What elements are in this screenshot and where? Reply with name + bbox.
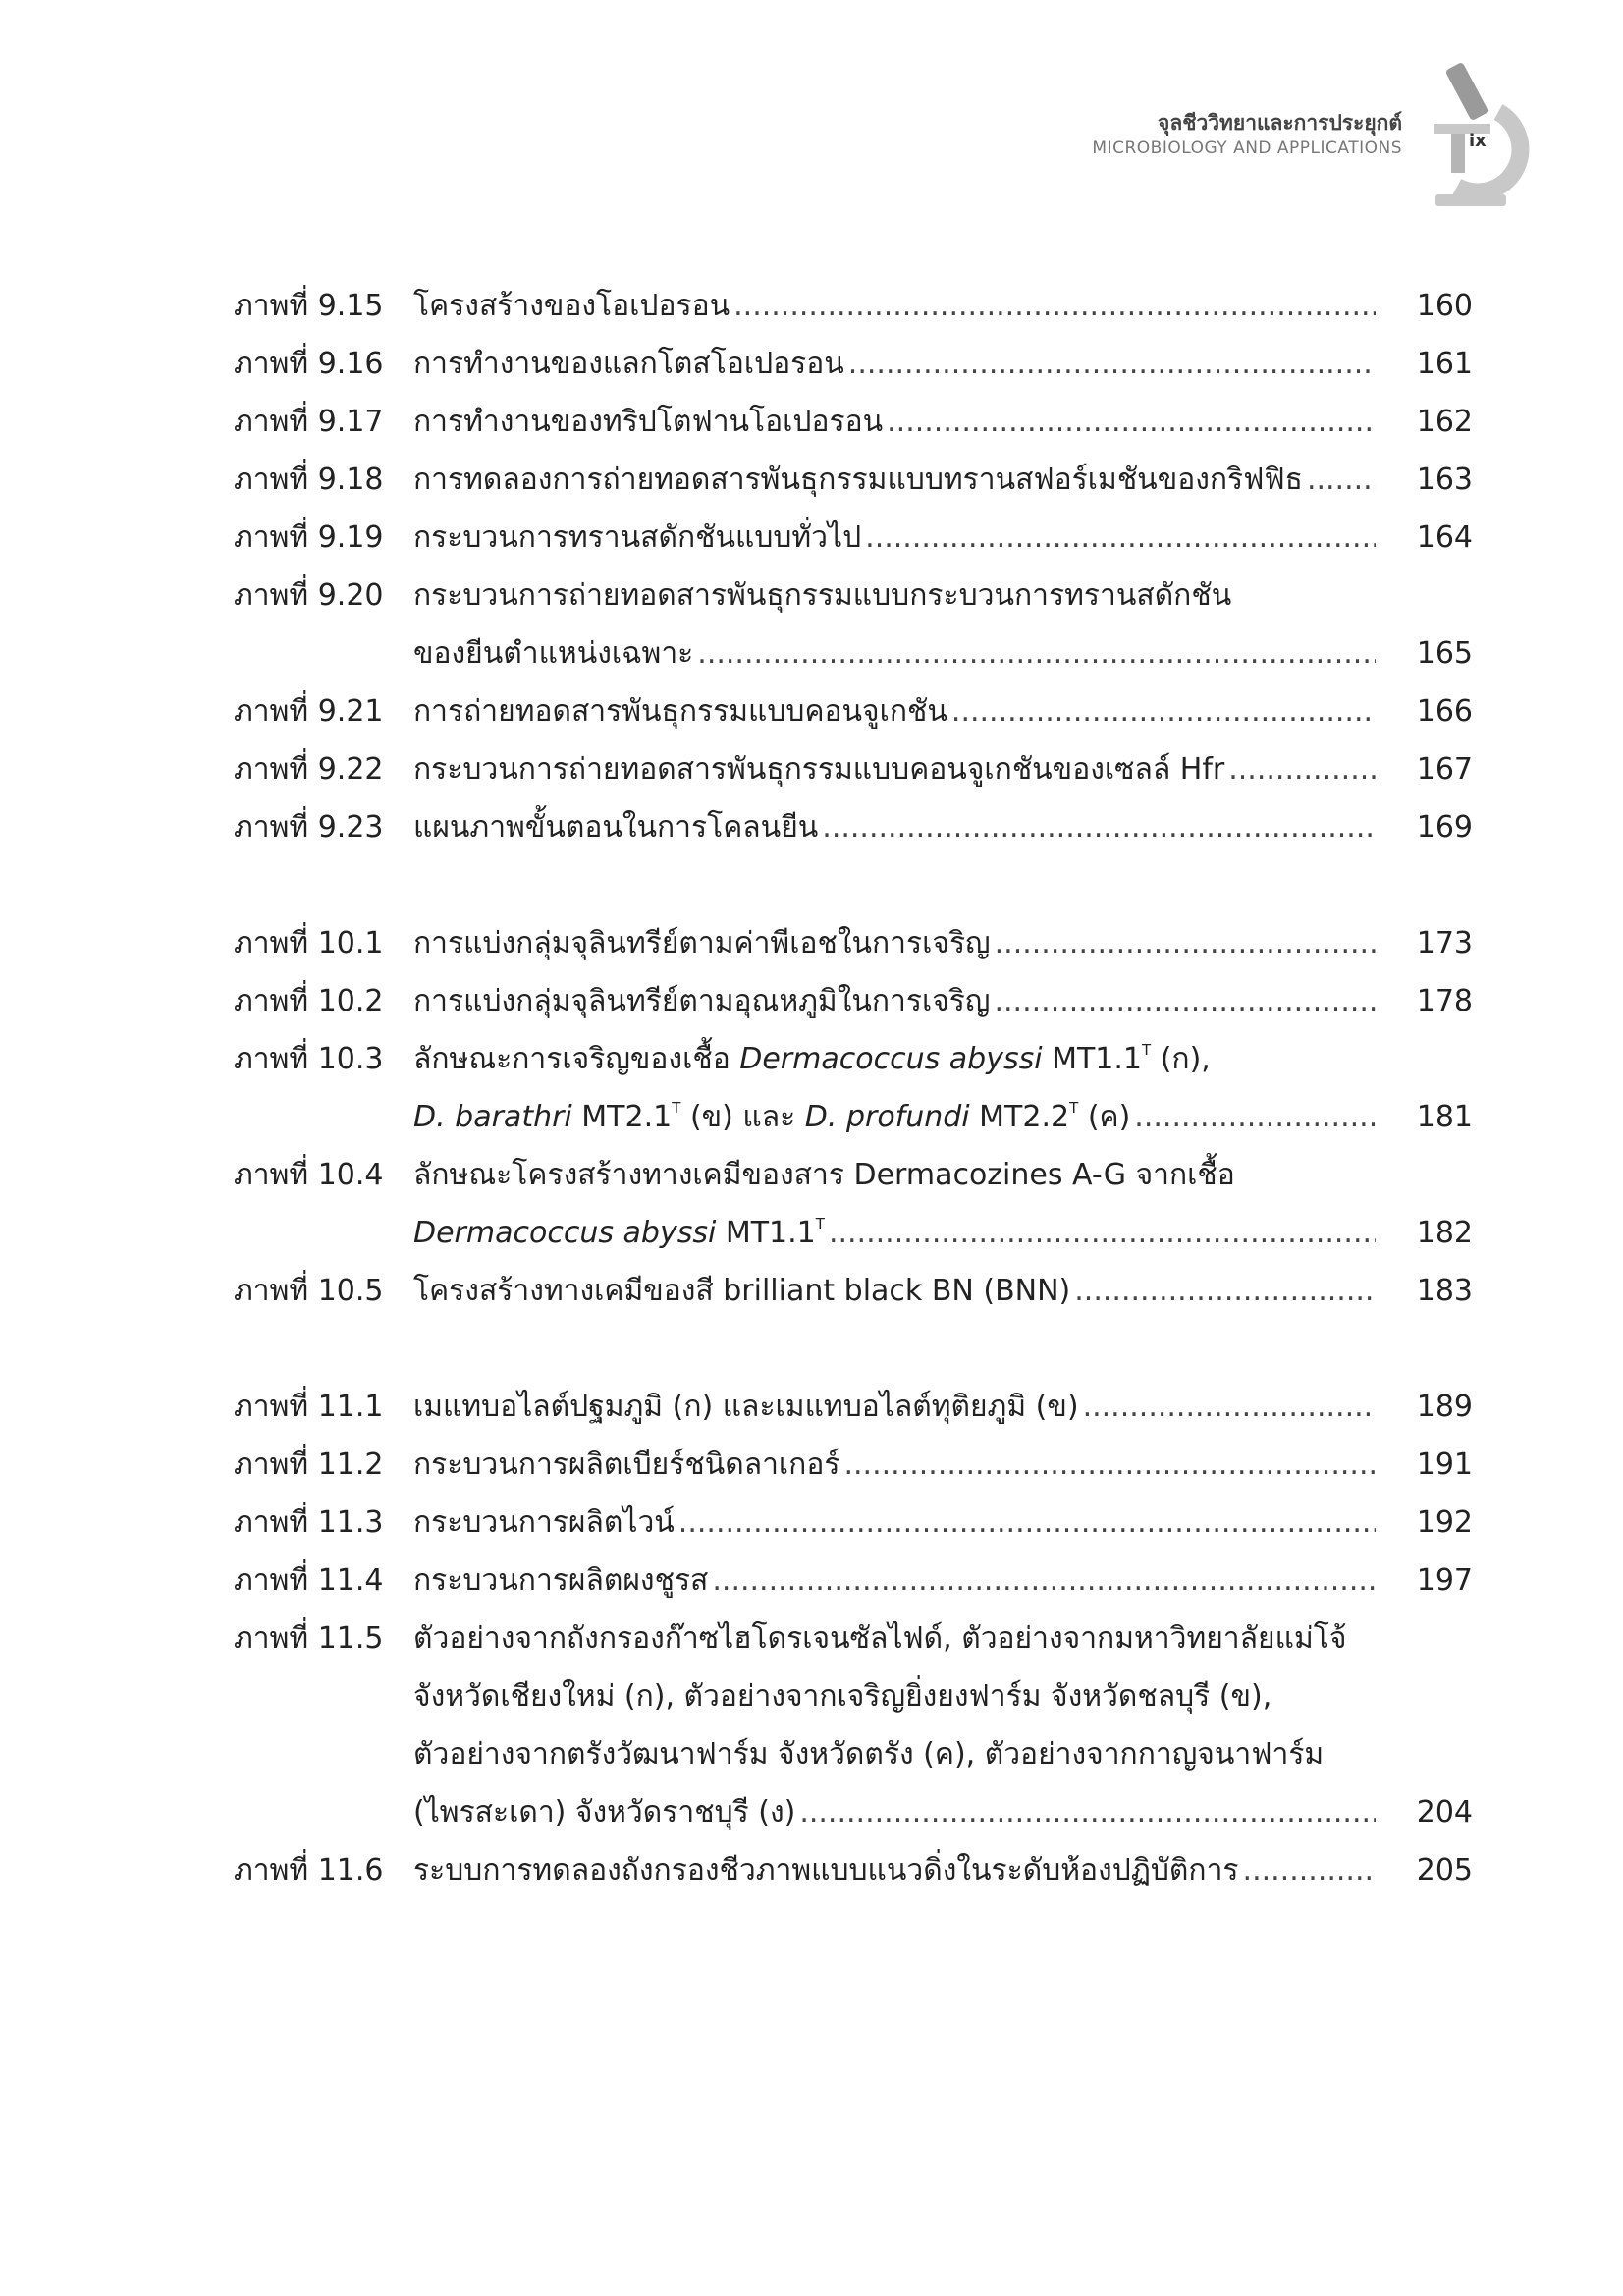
figure-label: ภาพที่ 10.4	[234, 1158, 384, 1192]
dot-leader	[693, 625, 1376, 683]
figure-title-line	[413, 798, 1376, 856]
text-segment: MT1.1	[716, 1216, 816, 1250]
italic-text: D. barathri	[413, 1100, 572, 1134]
superscript-text: T	[1142, 1041, 1152, 1059]
figure-title-text	[413, 1204, 825, 1262]
figure-title-text	[413, 1088, 1130, 1146]
figure-title-text: การแบ่งกลุ่มจุลินทรีย์ตามอุณหภูมิในการเจริญ	[413, 984, 991, 1018]
dot-leader	[839, 1436, 1376, 1494]
figure-label: ภาพที่ 9.17	[234, 405, 384, 439]
toc-entry	[234, 1030, 1473, 1146]
figure-title-line	[413, 914, 1376, 972]
toc-entry	[234, 1436, 1473, 1494]
toc-entry	[234, 1262, 1473, 1320]
page-reference: 164	[1416, 520, 1473, 555]
figure-label: ภาพที่ 11.1	[234, 1390, 384, 1424]
figure-label: ภาพที่ 10.1	[234, 926, 384, 960]
figure-title	[413, 277, 1376, 335]
page-reference: 192	[1416, 1505, 1473, 1540]
figure-title-line	[413, 1610, 1376, 1667]
figure-label: ภาพที่ 11.6	[234, 1853, 384, 1887]
toc-entry	[234, 683, 1473, 740]
figure-title-line	[413, 277, 1376, 335]
figure-title-text: กระบวนการผลิตเบียร์ชนิดลาเกอร์	[413, 1448, 840, 1482]
figure-title-line	[413, 1725, 1376, 1783]
figure-title	[413, 1494, 1376, 1552]
page-reference: 165	[1416, 636, 1473, 671]
figure-title	[413, 914, 1376, 972]
figure-title-line	[413, 1783, 1376, 1841]
page-reference: 161	[1416, 347, 1473, 381]
text-segment: (ข) และ	[680, 1100, 805, 1134]
figure-label: ภาพที่ 11.4	[234, 1563, 384, 1598]
page-reference: 197	[1416, 1563, 1473, 1598]
figure-title	[413, 509, 1376, 567]
figure-title-text: แผนภาพขั้นตอนในการโคลนยีน	[413, 810, 819, 845]
figure-title-text: กระบวนการทรานสดักชันแบบทั่วไป	[413, 520, 862, 555]
dot-leader	[1130, 1088, 1376, 1146]
page-reference: 162	[1416, 405, 1473, 439]
toc-entry	[234, 335, 1473, 393]
italic-text: Dermacoccus abyssi	[739, 1042, 1043, 1076]
figure-label: ภาพที่ 9.21	[234, 694, 384, 729]
text-segment: MT2.2	[969, 1100, 1070, 1134]
figure-title-line	[413, 1841, 1376, 1899]
dot-leader	[675, 1494, 1376, 1552]
figure-label: ภาพที่ 10.2	[234, 984, 384, 1018]
figure-title-text: การทดลองการถ่ายทอดสารพันธุกรรมแบบทรานสฟอร์เมชันของกริฟฟิธ	[413, 463, 1303, 497]
figure-title-line	[413, 451, 1376, 509]
dot-leader	[1239, 1841, 1376, 1899]
page-reference: 205	[1416, 1853, 1473, 1887]
figure-title-line	[413, 1088, 1376, 1146]
figure-title	[413, 393, 1376, 451]
figure-label: ภาพที่ 10.5	[234, 1274, 384, 1308]
figure-title	[413, 1552, 1376, 1610]
toc-entry	[234, 972, 1473, 1030]
toc-entry	[234, 1841, 1473, 1899]
dot-leader	[1079, 1378, 1376, 1436]
figure-title-text: ของยีนตำแหน่งเฉพาะ	[413, 636, 694, 671]
figure-title	[413, 798, 1376, 856]
dot-leader	[708, 1552, 1376, 1610]
dot-leader	[844, 335, 1376, 393]
page-reference: 173	[1416, 926, 1473, 960]
toc-entry	[234, 1610, 1473, 1841]
figure-label: ภาพที่ 9.16	[234, 347, 384, 381]
figure-title-text	[413, 1030, 1211, 1088]
figure-title	[413, 1262, 1376, 1320]
text-segment: (ก),	[1151, 1042, 1211, 1076]
toc-entry	[234, 1378, 1473, 1436]
figure-title-line	[413, 625, 1376, 683]
dot-leader	[1070, 1262, 1376, 1320]
figure-title-text: กระบวนการถ่ายทอดสารพันธุกรรมแบบคอนจูเกชันของเซลล์ Hfr	[413, 752, 1225, 787]
dot-leader	[825, 1204, 1376, 1262]
superscript-text: T	[815, 1215, 825, 1232]
toc-entry	[234, 509, 1473, 567]
figure-title	[413, 1030, 1376, 1146]
figure-title-text: การถ่ายทอดสารพันธุกรรมแบบคอนจูเกชัน	[413, 694, 947, 729]
figure-title	[413, 567, 1376, 683]
toc-entry	[234, 914, 1473, 972]
figure-title-text: โครงสร้างทางเคมีของสี brilliant black BN (BNN)	[413, 1274, 1071, 1308]
dot-leader	[883, 393, 1376, 451]
toc-entry	[234, 1494, 1473, 1552]
running-header	[1092, 108, 1402, 159]
toc-entry	[234, 567, 1473, 683]
figure-title-text: กระบวนการผลิตผงชูรส	[413, 1563, 709, 1598]
dot-leader	[947, 683, 1376, 740]
toc-entry	[234, 798, 1473, 856]
dot-leader	[861, 509, 1376, 567]
dot-leader	[795, 1783, 1376, 1841]
figure-title-text: กระบวนการผลิตไวน์	[413, 1505, 675, 1540]
figure-title	[413, 972, 1376, 1030]
text-segment: ลักษณะการเจริญของเชื้อ	[413, 1042, 740, 1076]
figure-title	[413, 1146, 1376, 1262]
superscript-text: T	[672, 1099, 681, 1117]
text-segment: MT1.1	[1042, 1042, 1143, 1076]
superscript-text: T	[1069, 1099, 1079, 1117]
figure-title	[413, 740, 1376, 798]
figure-label: ภาพที่ 9.19	[234, 520, 384, 555]
figure-title-text: ตัวอย่างจากตรังวัฒนาฟาร์ม จังหวัดตรัง (ค), ตัวอย่างจากกาญจนาฟาร์ม	[413, 1737, 1325, 1772]
group-separator	[234, 856, 1473, 914]
figure-label: ภาพที่ 9.18	[234, 463, 384, 497]
figure-title	[413, 1378, 1376, 1436]
figure-title-line	[413, 393, 1376, 451]
figure-title-text: ระบบการทดลองถังกรองชีวภาพแบบแนวดิ่งในระดับห้องปฏิบัติการ	[413, 1853, 1239, 1887]
figure-title-line	[413, 1378, 1376, 1436]
dot-leader	[1224, 740, 1376, 798]
figure-title	[413, 451, 1376, 509]
toc-entry	[234, 393, 1473, 451]
italic-text: D. profundi	[804, 1100, 970, 1134]
page-reference: 160	[1416, 289, 1473, 323]
figure-title-line	[413, 1262, 1376, 1320]
dot-leader	[818, 798, 1376, 856]
figure-title-text: การทำงานของแลกโตสโอเปอรอน	[413, 347, 844, 381]
toc-entry	[234, 740, 1473, 798]
dot-leader	[730, 277, 1376, 335]
figure-title-line	[413, 1030, 1376, 1088]
figure-title-line	[413, 1494, 1376, 1552]
figure-title-text: โครงสร้างของโอเปอรอน	[413, 289, 730, 323]
figure-title	[413, 1436, 1376, 1494]
figure-title-line	[413, 1552, 1376, 1610]
page-reference: 182	[1416, 1216, 1473, 1250]
page-reference: 204	[1416, 1795, 1473, 1830]
page-reference: 191	[1416, 1448, 1473, 1482]
toc-entry	[234, 277, 1473, 335]
figure-title-line	[413, 509, 1376, 567]
figure-label: ภาพที่ 9.15	[234, 289, 384, 323]
book-title-thai: จุลชีววิทยาและการประยุกต์	[1158, 111, 1402, 135]
figure-title-text: จังหวัดเชียงใหม่ (ก), ตัวอย่างจากเจริญยิ่งยงฟาร์ม จังหวัดชลบุรี (ข),	[413, 1679, 1272, 1714]
figure-title-text: ลักษณะโครงสร้างทางเคมีของสาร Dermacozines A-G จากเชื้อ	[413, 1158, 1235, 1192]
figure-title-line	[413, 1436, 1376, 1494]
page-reference: 181	[1416, 1100, 1473, 1134]
figure-label: ภาพที่ 11.3	[234, 1505, 384, 1540]
figure-title-text: การทำงานของทริปโตฟานโอเปอรอน	[413, 405, 884, 439]
list-of-figures	[234, 277, 1473, 1899]
figure-title-line	[413, 567, 1376, 625]
figure-label: ภาพที่ 11.2	[234, 1448, 384, 1482]
dot-leader	[991, 914, 1376, 972]
dot-leader	[1303, 451, 1376, 509]
page-reference: 189	[1416, 1390, 1473, 1424]
figure-title-line	[413, 1146, 1376, 1204]
text-segment: MT2.1	[571, 1100, 673, 1134]
figure-title	[413, 335, 1376, 393]
figure-title	[413, 1610, 1376, 1841]
page-reference: 167	[1416, 752, 1473, 787]
figure-title-text: กระบวนการถ่ายทอดสารพันธุกรรมแบบกระบวนการทรานสดักชัน	[413, 578, 1232, 613]
toc-entry	[234, 1146, 1473, 1262]
figure-title-line	[413, 683, 1376, 740]
figure-title-line	[413, 1204, 1376, 1262]
figure-label: ภาพที่ 11.5	[234, 1621, 384, 1656]
figure-title-line	[413, 972, 1376, 1030]
page-reference: 169	[1416, 810, 1473, 845]
page-reference: 163	[1416, 463, 1473, 497]
book-title-english: MICROBIOLOGY AND APPLICATIONS	[1092, 138, 1402, 158]
figure-title	[413, 1841, 1376, 1899]
page-number: ix	[1469, 131, 1487, 151]
group-separator	[234, 1320, 1473, 1378]
figure-title-text: เมแทบอไลต์ปฐมภูมิ (ก) และเมแทบอไลต์ทุติยภูมิ (ข)	[413, 1390, 1079, 1424]
page-reference: 166	[1416, 694, 1473, 729]
figure-label: ภาพที่ 10.3	[234, 1042, 384, 1076]
dot-leader	[990, 972, 1376, 1030]
figure-label: ภาพที่ 9.20	[234, 578, 384, 613]
figure-title-text: ตัวอย่างจากถังกรองก๊าซไฮโดรเจนซัลไฟด์, ตัวอย่างจากมหาวิทยาลัยแม่โจ้	[413, 1621, 1347, 1656]
toc-entry	[234, 1552, 1473, 1610]
figure-title-line	[413, 335, 1376, 393]
toc-entry	[234, 451, 1473, 509]
page-reference: 183	[1416, 1274, 1473, 1308]
page-reference: 178	[1416, 984, 1473, 1018]
figure-title-text: การแบ่งกลุ่มจุลินทรีย์ตามค่าพีเอชในการเจริญ	[413, 926, 991, 960]
italic-text: Dermacoccus abyssi	[413, 1216, 717, 1250]
figure-title-text: (ไพรสะเดา) จังหวัดราชบุรี (ง)	[413, 1795, 796, 1830]
figure-title-line	[413, 740, 1376, 798]
figure-label: ภาพที่ 9.23	[234, 810, 384, 845]
text-segment: (ค)	[1078, 1100, 1131, 1134]
figure-label: ภาพที่ 9.22	[234, 752, 384, 787]
figure-title	[413, 683, 1376, 740]
figure-title-line	[413, 1667, 1376, 1725]
